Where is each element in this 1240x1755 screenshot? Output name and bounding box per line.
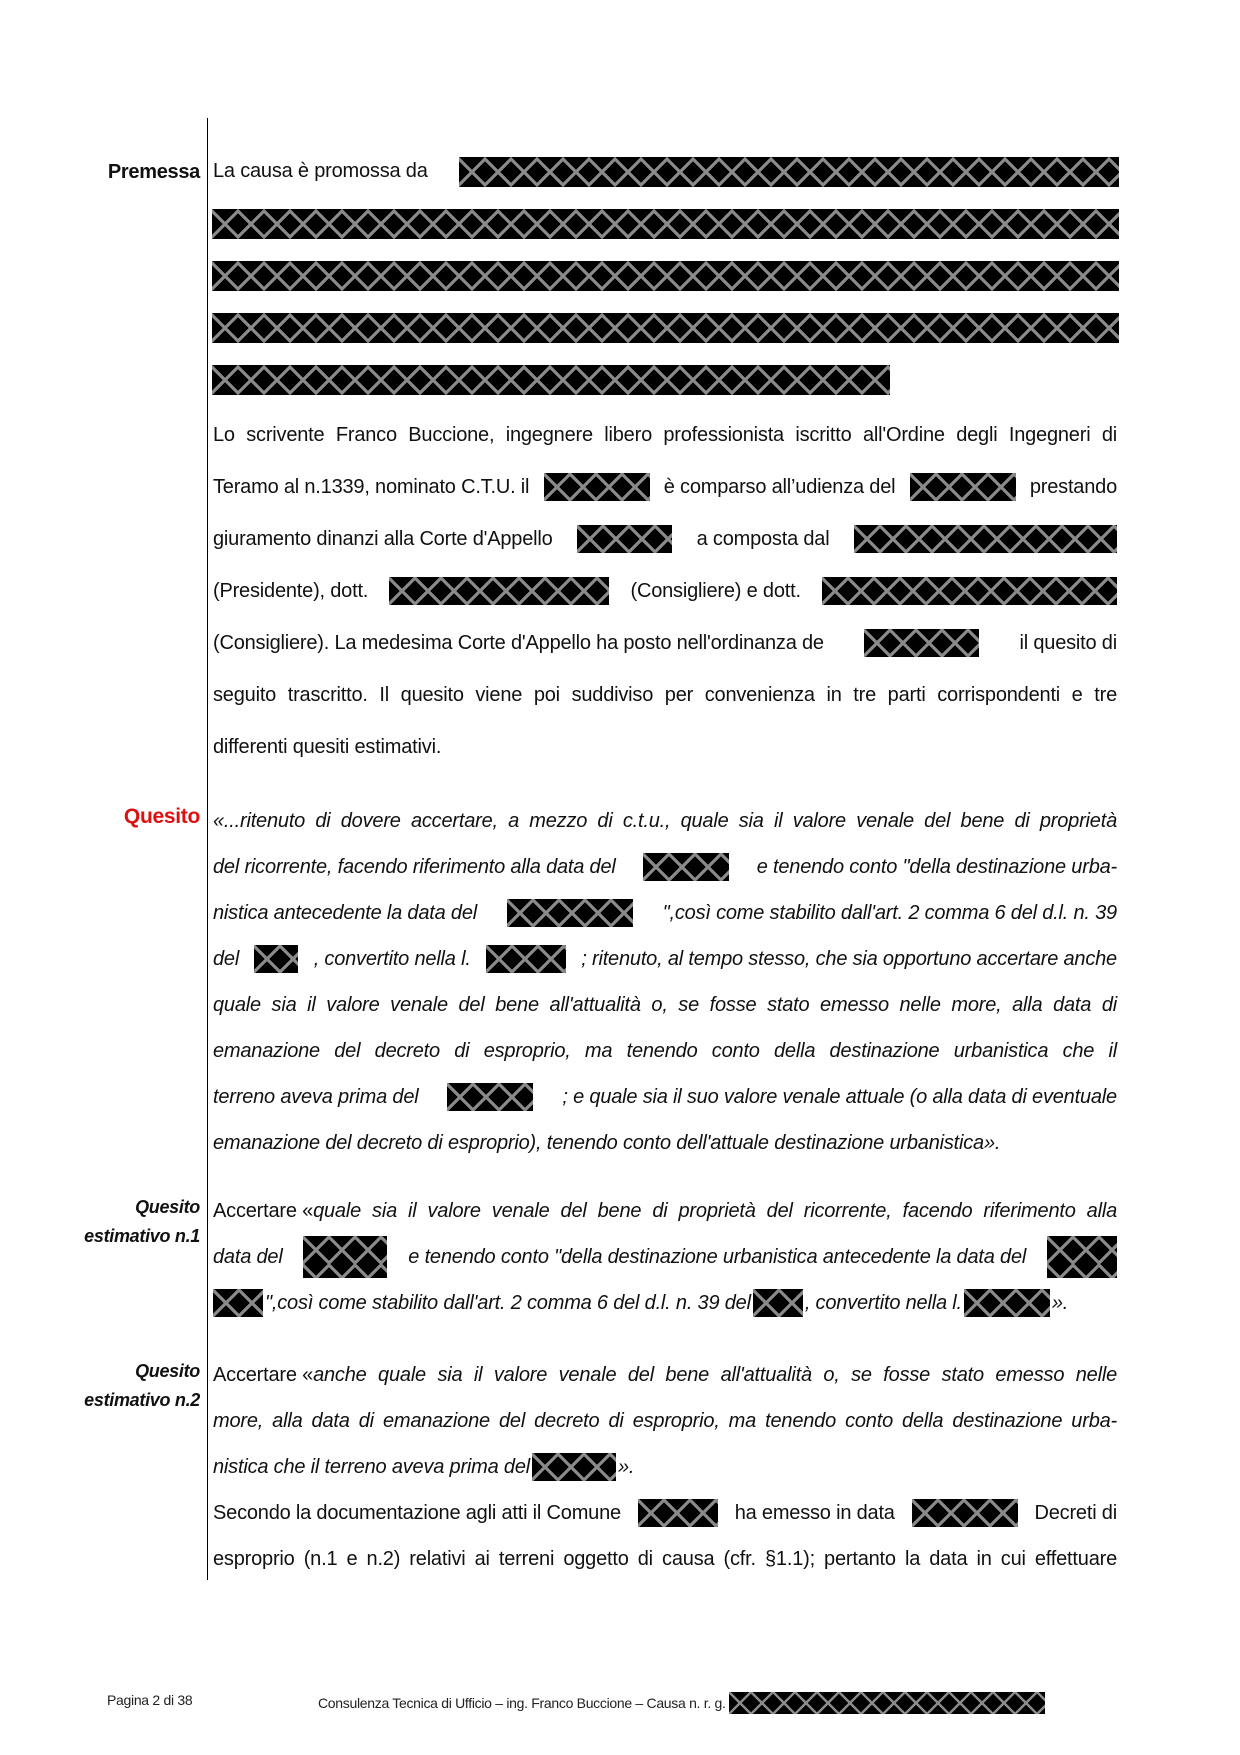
estimativo-text: Secondo la documentazione agli atti il Comune xyxy=(213,1502,621,1524)
quesito-text: terreno aveva prima del xyxy=(213,1086,419,1108)
redaction-block xyxy=(964,1289,1050,1317)
label-line: estimativo n.1 xyxy=(84,1226,200,1246)
premessa-text: giuramento dinanzi alla Corte d'Appello xyxy=(213,528,553,550)
estimativo-text: , convertito nella l. xyxy=(804,1292,962,1314)
estimativo-text: data del xyxy=(213,1246,283,1268)
premessa-text: il quesito di xyxy=(1019,632,1117,654)
section-label-premessa: Premessa xyxy=(107,161,200,183)
redaction-block xyxy=(729,1692,1045,1714)
premessa-body xyxy=(213,409,1117,773)
redaction-block xyxy=(389,577,609,605)
footer-title-text: Consulenza Tecnica di Ufficio – ing. Franco Buccione – Causa n. r. g. xyxy=(318,1695,726,1711)
estimativo-text: ",così come stabilito dall'art. 2 comma 6 del d.l. n. 39 del xyxy=(265,1292,751,1314)
premessa-line: Lo scrivente Franco Buccione, ingegnere libero professionista iscritto all'Ordine degli Ingegneri di xyxy=(213,424,1117,446)
redaction-block xyxy=(577,525,672,553)
premessa-text: è comparso all’udienza del xyxy=(663,476,896,498)
redaction-block xyxy=(303,1236,387,1278)
redaction-block xyxy=(1047,1236,1117,1278)
redaction-block xyxy=(544,473,650,501)
estimativo-text: anche quale sia il valore venale del bene all'attualità o, se fosse stato emesso nelle xyxy=(313,1364,1117,1386)
label-line: estimativo n.2 xyxy=(84,1390,200,1410)
redaction-block xyxy=(910,473,1016,501)
premessa-line: seguito trascritto. Il quesito viene poi suddiviso per convenienza in tre parti corrispondenti e tre xyxy=(213,684,1117,706)
quesito-body xyxy=(213,798,1117,1166)
quesito-line: quale sia il valore venale del bene all'attualità o, se fosse stato emesso nelle more, alla data di xyxy=(213,994,1117,1016)
redaction-block xyxy=(507,899,633,927)
redaction-block xyxy=(822,577,1117,605)
estimativo-2-body xyxy=(213,1352,1117,1582)
premessa-text: (Consigliere) e dott. xyxy=(630,580,801,602)
footer-page-number: Pagina 2 di 38 xyxy=(107,1692,193,1708)
quesito-line xyxy=(213,890,1117,936)
redaction-block xyxy=(212,365,890,395)
redaction-block xyxy=(459,157,1119,187)
redaction-block xyxy=(213,1289,263,1317)
estimativo-text: ». xyxy=(618,1456,635,1478)
estimativo-text: Accertare « xyxy=(213,1200,314,1222)
quesito-line: emanazione del decreto di esproprio, ma tenendo conto della destinazione urbanistica che il xyxy=(213,1040,1117,1062)
estimativo-1-body xyxy=(213,1188,1117,1326)
estimativo-2-line xyxy=(213,1490,1117,1536)
premessa-line xyxy=(213,617,1117,669)
premessa-line: differenti quesiti estimativi. xyxy=(213,736,442,758)
quesito-text: e tenendo conto "della destinazione urba- xyxy=(756,856,1117,878)
premessa-line xyxy=(213,461,1117,513)
premessa-line xyxy=(213,513,1117,565)
estimativo-text: ha emesso in data xyxy=(734,1502,895,1524)
quesito-text: , convertito nella l. xyxy=(313,948,471,970)
margin-rule xyxy=(207,118,208,1580)
quesito-text: ",così come stabilito dall'art. 2 comma 6 del d.l. n. 39 xyxy=(662,902,1117,924)
redaction-block xyxy=(864,629,979,657)
estimativo-1-line xyxy=(213,1188,1117,1234)
redaction-block xyxy=(212,261,1119,291)
redaction-block xyxy=(912,1499,1018,1527)
redaction-block xyxy=(638,1499,718,1527)
quesito-text: del xyxy=(213,948,240,970)
quesito-text: del ricorrente, facendo riferimento alla data del xyxy=(213,856,616,878)
estimativo-text: nistica che il terreno aveva prima del xyxy=(213,1456,530,1478)
redaction-block xyxy=(854,525,1117,553)
label-line: Quesito xyxy=(135,1361,200,1381)
estimativo-2-line: esproprio (n.1 e n.2) relativi ai terreni oggetto di causa (cfr. §1.1); pertanto la data in cui effettuare xyxy=(213,1548,1117,1570)
estimativo-1-line xyxy=(213,1280,1117,1326)
estimativo-1-line xyxy=(213,1234,1117,1280)
estimativo-text: e tenendo conto "della destinazione urbanistica antecedente la data del xyxy=(408,1246,1027,1268)
section-label-quesito: Quesito xyxy=(123,805,200,828)
quesito-text: nistica antecedente la data del xyxy=(213,902,477,924)
premessa-text: (Consigliere). La medesima Corte d'Appello ha posto nell'ordinanza de xyxy=(213,632,824,654)
quesito-text: ; ritenuto, al tempo stesso, che sia opportuno accertare anche xyxy=(581,948,1117,970)
quesito-line xyxy=(213,844,1117,890)
redaction-block xyxy=(447,1083,533,1111)
section-label-quesito-estimativo-2 xyxy=(84,1357,200,1415)
redaction-block xyxy=(753,1289,803,1317)
estimativo-2-line: more, alla data di emanazione del decreto di esproprio, ma tenendo conto della destinazione urba- xyxy=(213,1410,1117,1432)
estimativo-2-line xyxy=(213,1444,1117,1490)
quesito-text: ; e quale sia il suo valore venale attuale (o alla data di eventuale xyxy=(562,1086,1117,1108)
estimativo-2-line xyxy=(213,1352,1117,1398)
premessa-lead-text: La causa è promossa da xyxy=(213,160,428,182)
quesito-line xyxy=(213,936,1117,982)
quesito-line: emanazione del decreto di esproprio), tenendo conto dell'attuale destinazione urbanistica». xyxy=(213,1132,1001,1154)
premessa-text: Teramo al n.1339, nominato C.T.U. il xyxy=(213,476,530,498)
section-label-quesito-estimativo-1 xyxy=(84,1193,200,1251)
premessa-text: prestando xyxy=(1029,476,1117,498)
label-line: Quesito xyxy=(135,1197,200,1217)
footer-title xyxy=(318,1692,1045,1714)
redaction-block xyxy=(486,945,566,973)
estimativo-text: quale sia il valore venale del bene di proprietà del ricorrente, facendo riferimento alla xyxy=(313,1200,1117,1222)
estimativo-text: ». xyxy=(1051,1292,1069,1314)
redaction-block xyxy=(212,209,1119,239)
quesito-line: «...ritenuto di dovere accertare, a mezzo di c.t.u., quale sia il valore venale del bene di proprietà xyxy=(213,810,1117,832)
redaction-block xyxy=(212,313,1119,343)
premessa-text: a composta dal xyxy=(696,528,830,550)
quesito-line xyxy=(213,1074,1117,1120)
redaction-block xyxy=(643,853,729,881)
estimativo-text: Accertare « xyxy=(213,1364,314,1386)
estimativo-text: Decreti di xyxy=(1034,1502,1117,1524)
premessa-text: (Presidente), dott. xyxy=(213,580,369,602)
premessa-line xyxy=(213,565,1117,617)
redaction-block xyxy=(254,945,298,973)
redaction-block xyxy=(532,1453,616,1481)
